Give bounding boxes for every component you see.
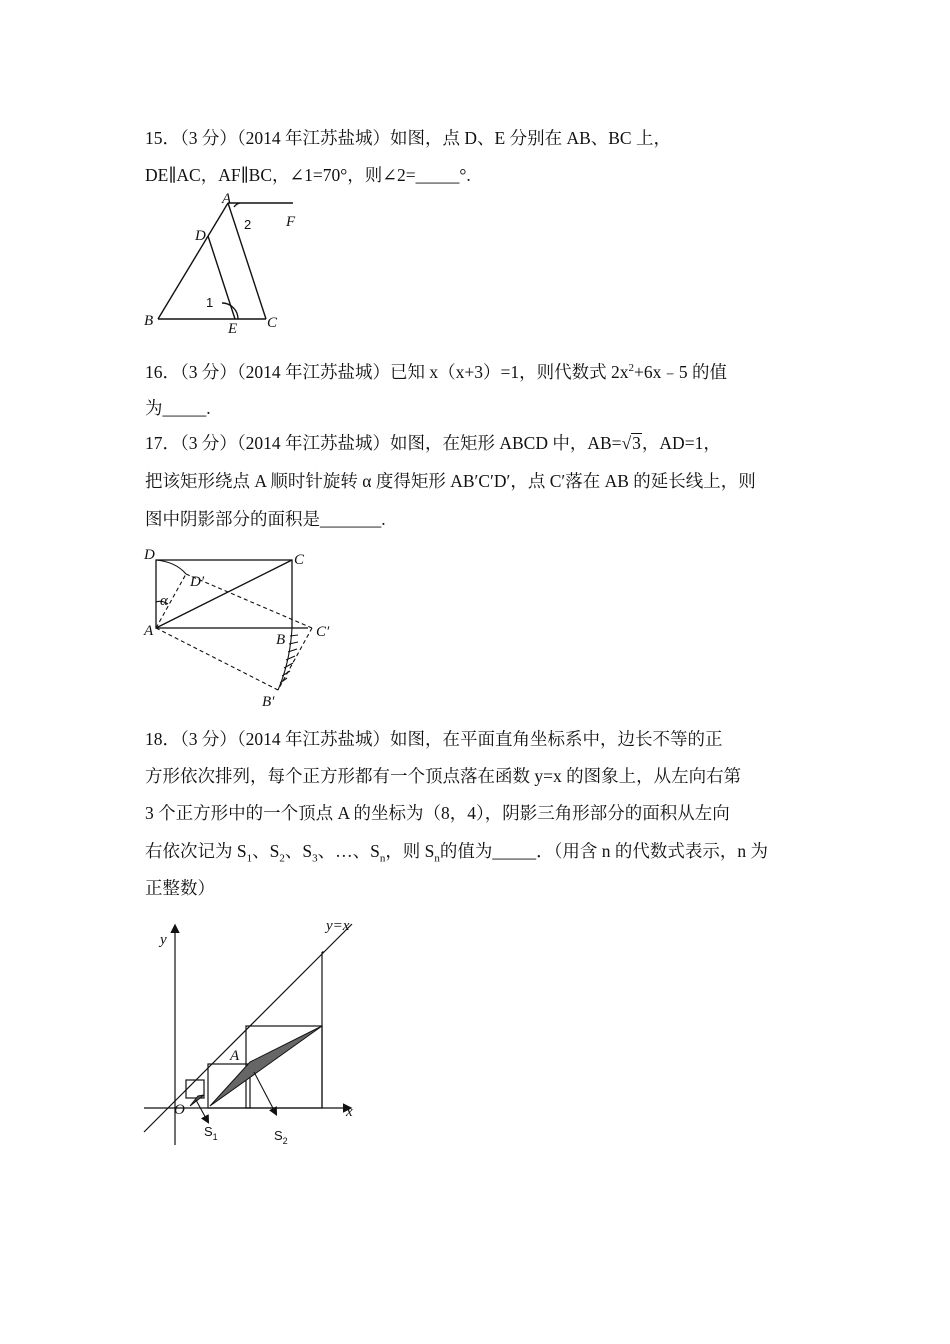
q18-sub-2: 2 [279,852,285,865]
q16-line-1-pre: 16．（3 分）（2014 年江苏盐城）已知 x（x+3）=1，则代数式 2x [145,362,629,382]
q15-angle-1: 1 [206,295,214,310]
q15-label-b: B [144,313,154,329]
q18-line-4-f: 的值为_____．（用含 n 的代数式表示，n 为 [439,841,769,861]
q15-label-c: C [267,315,278,331]
q17-sqrt-sign: √ [621,433,632,453]
q17-sqrt-value: 3 [632,433,641,453]
q17-label-d-prime: D′ [190,574,205,590]
q18-figure [140,912,370,1152]
q18-line-4-c: 、S [284,841,313,861]
q18-point-a-label: A [230,1048,240,1064]
q15-label-a: A [222,191,232,207]
q18-sub-3: 3 [312,852,318,865]
q18-line-4-b: 、S [252,841,280,861]
q17-line-2: 把该矩形绕点 A 顺时针旋转 α 度得矩形 AB′C′D′，点 C′落在 AB 的延长线上，则 [145,471,756,491]
q17-label-alpha: α [160,593,168,609]
q18-origin-label: O [174,1102,185,1118]
q16-line-2: 为_____. [145,398,211,418]
q17-line-3: 图中阴影部分的面积是_______. [145,509,386,529]
q18-line-1: 18．（3 分）（2014 年江苏盐城）如图，在平面直角坐标系中，边长不等的正 [145,729,723,749]
q15-label-d: D [195,228,206,244]
q18-s1-label: $S_1$ [204,1124,218,1142]
q17-line-1-pre: 17．（3 分）（2014 年江苏盐城）如图，在矩形 ABCD 中，AB= [145,433,622,453]
q18-sub-n: n [379,852,386,865]
q15-line-2: DE∥AC，AF∥BC，∠1=70°，则∠2=_____°. [145,165,471,185]
q17-label-c: C [294,552,305,568]
q18-axis-x-label: x [346,1104,353,1120]
q17-line-1 [145,432,721,454]
q15-label-f: F [286,214,296,230]
q18-line-4 [145,840,769,865]
q15-figure [140,193,310,338]
q18-axis-y-label: y [160,932,167,948]
q15-angle-2: 2 [244,217,252,232]
q17-label-d: D [144,547,155,563]
q18-line-5: 正整数） [145,878,215,898]
q17-line-1-post: ，AD=1， [641,433,721,453]
q18-line-4-d: 、…、S [317,841,380,861]
q18-line-2: 方形依次排列，每个正方形都有一个顶点落在函数 y=x 的图象上，从左向右第 [145,766,742,786]
q18-s2-label: $S_2$ [274,1128,288,1146]
q16-superscript: 2 [628,362,634,375]
q18-line-4-e: ，则 S [385,841,435,861]
q16-line-1-post: +6x﹣5 的值 [634,362,727,382]
q17-label-b-prime: B′ [262,694,275,710]
q18-line-3: 3 个正方形中的一个顶点 A 的坐标为（8，4），阴影三角形部分的面积从左向 [145,803,730,823]
q17-figure [140,540,350,710]
q16-line-1 [145,361,727,383]
q18-line-4-a: 右依次记为 S [145,841,247,861]
q17-label-a: A [144,623,154,639]
q15-line-1: 15．（3 分）（2014 年江苏盐城）如图，点 D、E 分别在 AB、BC 上， [145,128,671,148]
q18-sub-1: 1 [246,852,253,865]
q18-sub-n-2: n [434,852,440,865]
q18-line-label: y=x [326,918,350,934]
q15-label-e: E [228,321,238,337]
q17-label-b: B [276,632,286,648]
q17-label-c-prime: C′ [316,624,330,640]
